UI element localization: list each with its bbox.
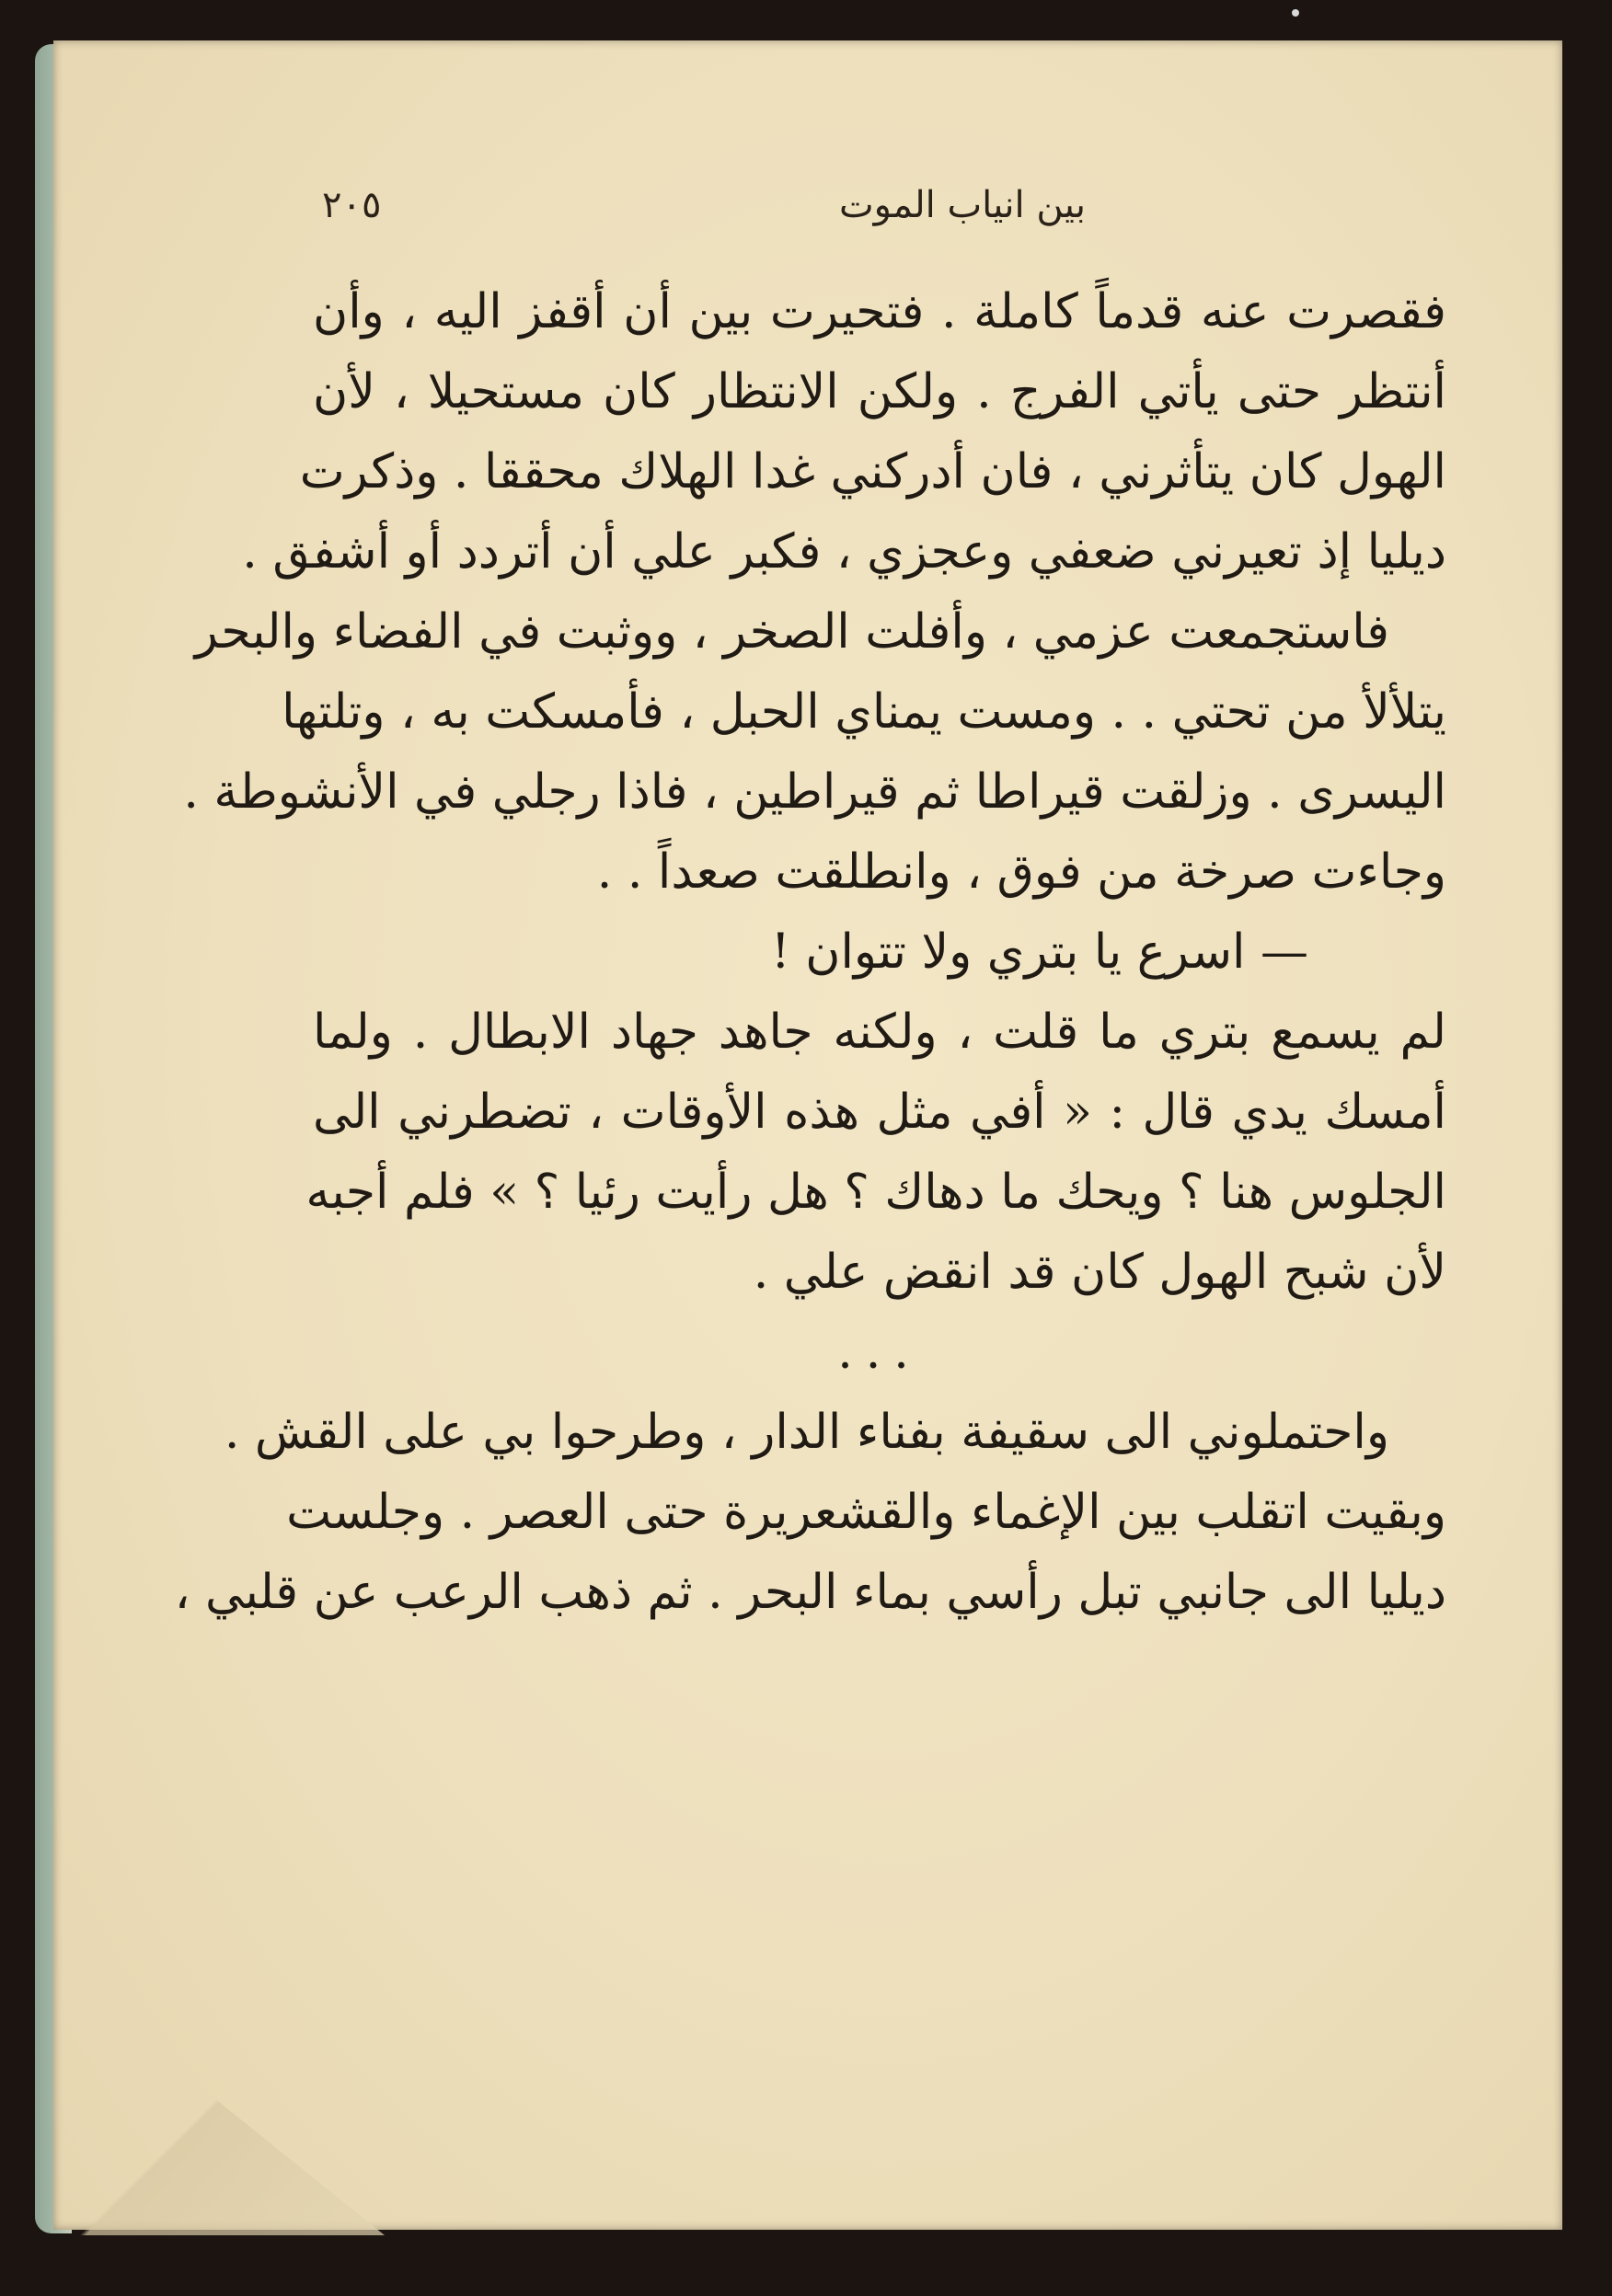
text-line: يتلألأ من تحتي . . ومست يمناي الحبل ، فأمسكت به ، وتلتها [282, 684, 1446, 740]
running-title: بين انياب الموت [839, 184, 1086, 226]
text-line: فقصرت عنه قدماً كاملة . فتحيرت بين أن أقفز اليه ، وأن [313, 284, 1446, 339]
text-line: وجاءت صرخة من فوق ، وانطلقت صعداً . . [596, 844, 1446, 900]
text-line: وبقيت اتقلب بين الإغماء والقشعريرة حتى العصر . وجلست [286, 1485, 1446, 1540]
text-line: واحتملوني الى سقيفة بفناء الدار ، وطرحوا بي على القش . [224, 1405, 1389, 1460]
text-line: لم يسمع بتري ما قلت ، ولكنه جاهد جهاد الابطال . ولما [313, 1004, 1446, 1060]
text-line: ديليا إذ تعيرني ضعفي وعجزي ، فكبر علي أن أتردد أو أشفق . [242, 524, 1446, 580]
running-head [322, 184, 1426, 248]
text-line: فاستجمعت عزمي ، وأفلت الصخر ، ووثبت في الفضاء والبحر [194, 604, 1389, 660]
text-line: ديليا الى جانبي تبل رأسي بماء البحر . ثم ذهب الرعب عن قلبي ، [174, 1565, 1446, 1620]
text-line: لأن شبح الهول كان قد انقض علي . [753, 1245, 1446, 1300]
text-line: اليسرى . وزلقت قيراطا ثم قيراطين ، فاذا رجلي في الأنشوطة . [183, 764, 1446, 820]
text-line: الهول كان يتأثرني ، فان أدركني غدا الهلاك محققا . وذكرت [299, 444, 1446, 499]
text-line: أمسك يدي قال : « أفي مثل هذه الأوقات ، تضطرني الى [313, 1085, 1446, 1140]
body-text [174, 272, 1446, 1633]
scanner-dot [1292, 9, 1299, 17]
text-line: الجلوس هنا ؟ ويحك ما دهاك ؟ هل رأيت رئيا ؟ » فلم أجبه [305, 1165, 1446, 1220]
section-separator: ... [837, 1325, 922, 1380]
text-line: أنتظر حتى يأتي الفرج . ولكن الانتظار كان مستحيلا ، لأن [313, 364, 1446, 419]
dialogue-line: — اسرع يا بتري ولا تتوان ! [770, 924, 1308, 980]
page-number: ٢٠٥ [322, 184, 382, 226]
